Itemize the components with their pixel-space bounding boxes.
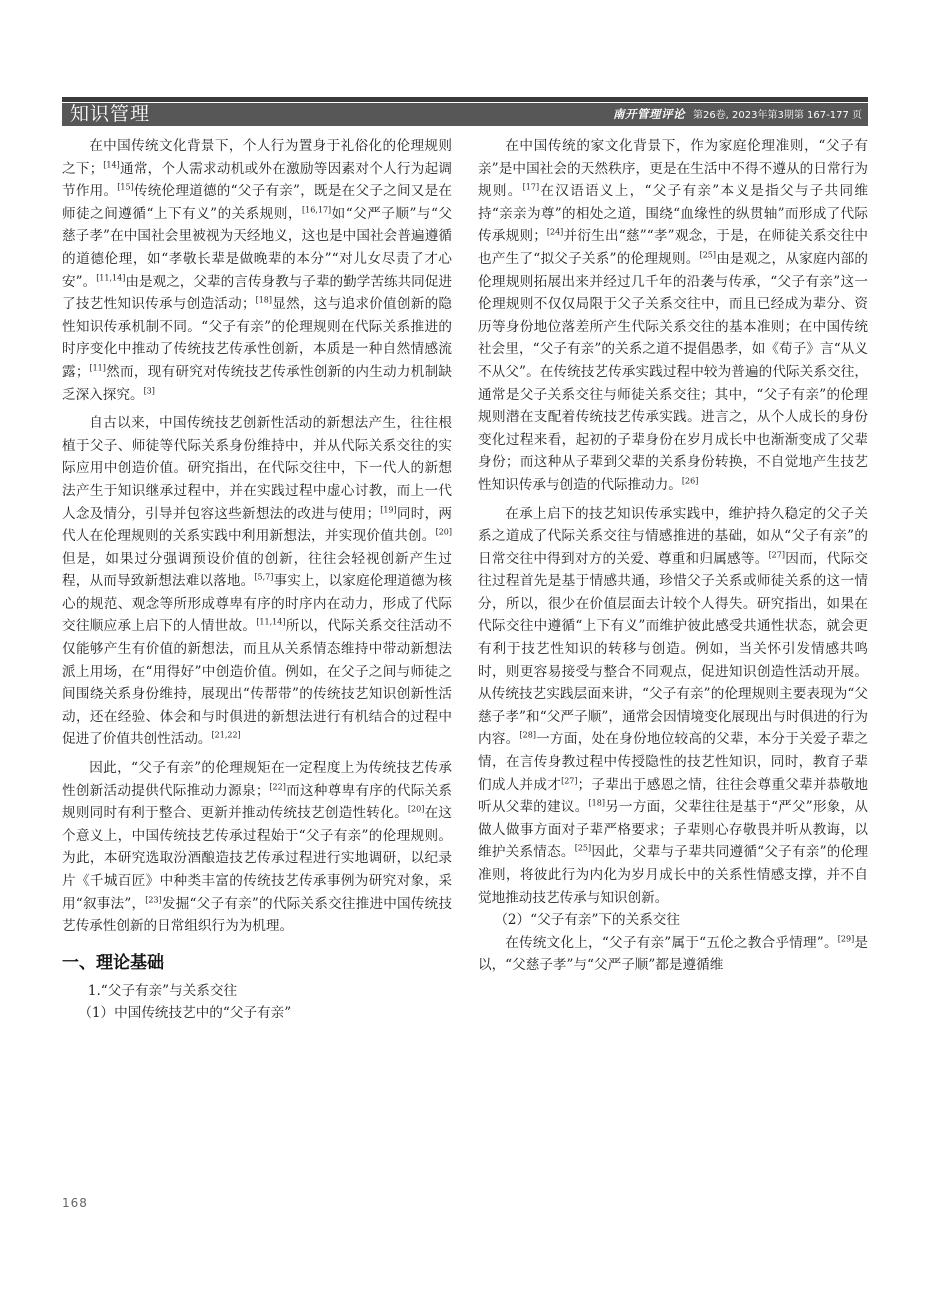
citation: [15] <box>117 182 134 192</box>
page-number: 168 <box>62 1196 88 1210</box>
header-rule <box>62 97 868 102</box>
paragraph: 在中国传统文化背景下，个人行为置身于礼俗化的伦理规则之下；[14]通常，个人需求动机或外在激励等因素对个人行为起调节作用。[15]传统伦理道德的“父子有亲”，既是在父子之间又是在师徒之间遵循“上下有义”的关系规则，[16,17]如“父严子顺”与“父慈子孝”在中国社会里被视为天经地义，这也是中国社会普遍遵循的道德伦理，如“孝敬长辈是做晚辈的本分”“对儿女尽责了才心安”。[11,14]由是观之，父辈的言传身教与子辈的勤学苦练共同促进了技艺性知识传承与创造活动；[18]显然，这与追求价值创新的隐性知识传承机制不同。“父子有亲”的伦理规则在代际关系推进的时序变化中推动了传统技艺传承性创新，本质是一种自然情感流露；[11]然而，现有研究对传统技艺传承性创新的内生动力机制缺乏深入探究。[3] <box>62 138 453 403</box>
citation: [17] <box>522 182 540 192</box>
section-title: 知识管理 <box>70 103 151 125</box>
citation: [21,22] <box>211 730 241 740</box>
journal-name: 南开管理评论 <box>612 107 685 121</box>
section-heading: 一、理论基础 <box>62 952 164 973</box>
paragraph: 在承上启下的技艺知识传承实践中，维护持久稳定的父子关系之道成了代际关系交往与情感推进的基础，如从“父子有亲”的日常交往中得到对方的关爱、尊重和归属感等。[27]因而，代际交往过程首先是基于情感共通，珍惜父子关系或师徒关系的这一情分，所以，很少在价值层面去计较个人得失。研究指出，如果在代际交往中遵循“上下有义”而维护彼此感受共通性状态，就会更有利于技艺性知识的转移与创造。例如，当关怀引发情感共鸣时，则更容易接受与整合不同观点，促进知识创造性活动开展。从传统技艺实践层面来讲，“父子有亲”的伦理规则主要表现为“父慈子孝”和“父严子顺”，通常会因情境变化展现出与时俱进的行为内容。[28]一方面，处在身份地位较高的父辈，本分于关爱子辈之情，在言传身教过程中传授隐性的技艺性知识，同时，教育子辈们成人并成才[27]；子辈出于感恩之情，往往会尊重父辈并恭敬地听从父辈的建议。[18]另一方面，父辈往往是基于“严父”形象，从做人做事方面对子辈严格要求；子辈则心存敬畏并听从教诲，以维护关系情态。[25]因此，父辈与子辈共同遵循“父子有亲”的伦理准则，将彼此行为内化为岁月成长中的关系性情感支撑，并不自觉地推动技艺传承与知识创新。 <box>478 505 869 906</box>
citation: [24] <box>546 227 564 237</box>
paragraph: 在传统文化上，“父子有亲”属于“五伦之教合乎情理”。[29]是以，“父慈子孝”与“父严子顺”都是遵循维 <box>478 934 869 974</box>
citation: [14] <box>103 160 120 170</box>
citation: [25] <box>574 843 592 853</box>
subsubsection-heading: （1）中国传统技艺中的“父子有亲” <box>78 1005 292 1022</box>
citation: [18] <box>588 798 605 808</box>
citation: [11] <box>89 363 106 373</box>
citation: [25] <box>699 250 717 260</box>
issue-info: 第26卷, 2023年第3期第 167-177 页 <box>692 110 862 121</box>
paragraph: 在中国传统的家文化背景下，作为家庭伦理准则，“父子有亲”是中国社会的天然秩序，更是在生活中不得不遵从的日常行为规则。[17]在汉语语义上，“父子有亲”本义是指父与子共同维持“亲亲为尊”的相处之道，围绕“血缘性的纵贯轴”而形成了代际传承规则；[24]并衍生出“慈”“孝”观念，于是，在师徒关系交往中也产生了“拟父子关系”的伦理规则。[25]由是观之，从家庭内部的伦理规则拓展出来并经过几千年的沿袭与传承，“父子有亲”这一伦理规则不仅仅局限于父子关系交往中，而且已经成为辈分、资历等身份地位落差所产生代际关系交往的基本准则；在中国传统社会里，“父子有亲”的关系之道不提倡愚孝，如《荀子》言“从义不从父”。在传统技艺传承实践过程中较为普遍的代际关系交往，通常是父子关系交往与师徒关系交往；其中，“父子有亲”的伦理规则潜在支配着传统技艺传承实践。进言之，从个人成长的身份变化过程来看，起初的子辈身份在岁月成长中也渐渐变成了父辈身份；而这种从子辈到父辈的关系身份转换，不自觉地产生技艺性知识传承与创造的代际推动力。[26] <box>478 138 869 493</box>
citation: [28] <box>519 730 536 740</box>
citation: [11,14] <box>96 273 126 283</box>
running-header <box>62 103 868 126</box>
citation: [16,17] <box>302 205 332 215</box>
citation: [20] <box>435 527 452 537</box>
left-column <box>62 135 452 1025</box>
citation: [27] <box>768 550 785 560</box>
citation: [23] <box>145 895 162 905</box>
paragraph: 因此，“父子有亲”的伦理规矩在一定程度上为传统技艺传承性创新活动提供代际推动力源泉；[22]而这种尊卑有序的代际关系规则同时有利于整合、更新并推动传统技艺创造性转化。[20]在这个意义上，中国传统技艺传承过程始于“父子有亲”的伦理规则。为此，本研究选取汾酒酿造技艺传承过程进行实地调研，以纪录片《千城百匠》中种类丰富的传统技艺传承事例为研究对象，采用“叙事法”，[23]发掘“父子有亲”的代际关系交往推进中国传统技艺传承性创新的日常组织行为为机理。 <box>62 760 453 935</box>
citation: [3] <box>143 386 155 395</box>
citation: [18] <box>255 295 273 305</box>
citation: [27] <box>561 776 578 786</box>
citation: [26] <box>681 476 699 486</box>
citation: [20] <box>407 804 425 814</box>
subsection-heading: 1.“父子有亲”与关系交往 <box>87 982 238 999</box>
journal-info <box>613 103 862 127</box>
citation: [5,7] <box>254 572 274 582</box>
citation: [22] <box>269 782 286 792</box>
right-column <box>478 135 868 977</box>
subsubsection-heading: （2）“父子有亲”下的关系交往 <box>494 912 680 929</box>
citation: [29] <box>837 934 855 944</box>
citation: [11,14] <box>256 617 286 627</box>
citation: [19] <box>380 504 397 514</box>
paragraph: 自古以来，中国传统技艺创新性活动的新想法产生，往往根植于父子、师徒等代际关系身份维持中，并从代际关系交往的实际应用中创造价值。研究指出，在代际交往中，下一代人的新想法产生于知识继承过程中，并在实践过程中虚心讨教，而上一代人念及情分，引导并包容这些新想法的改进与使用；[19]同时，两代人在伦理规则的关系实践中利用新想法，并实现价值共创。[20]但是，如果过分强调预设价值的创新，往往会轻视创新产生过程，从而导致新想法难以落地。[5,7]事实上，以家庭伦理道德为核心的规范、观念等所形成尊卑有序的时序内在动力，形成了代际交往顺应承上启下的人情世故。[11,14]所以，代际关系交往活动不仅能够产生有价值的新想法，而且从关系情态维持中带动新想法派上用场，在“用得好”中创造价值。例如，在父子之间与师徒之间围绕关系身份维持，展现出“传帮带”的传统技艺知识创新性活动，还在经验、体会和与时俱进的新想法进行有机结合的过程中促进了价值共创性活动。[21,22] <box>62 415 453 748</box>
